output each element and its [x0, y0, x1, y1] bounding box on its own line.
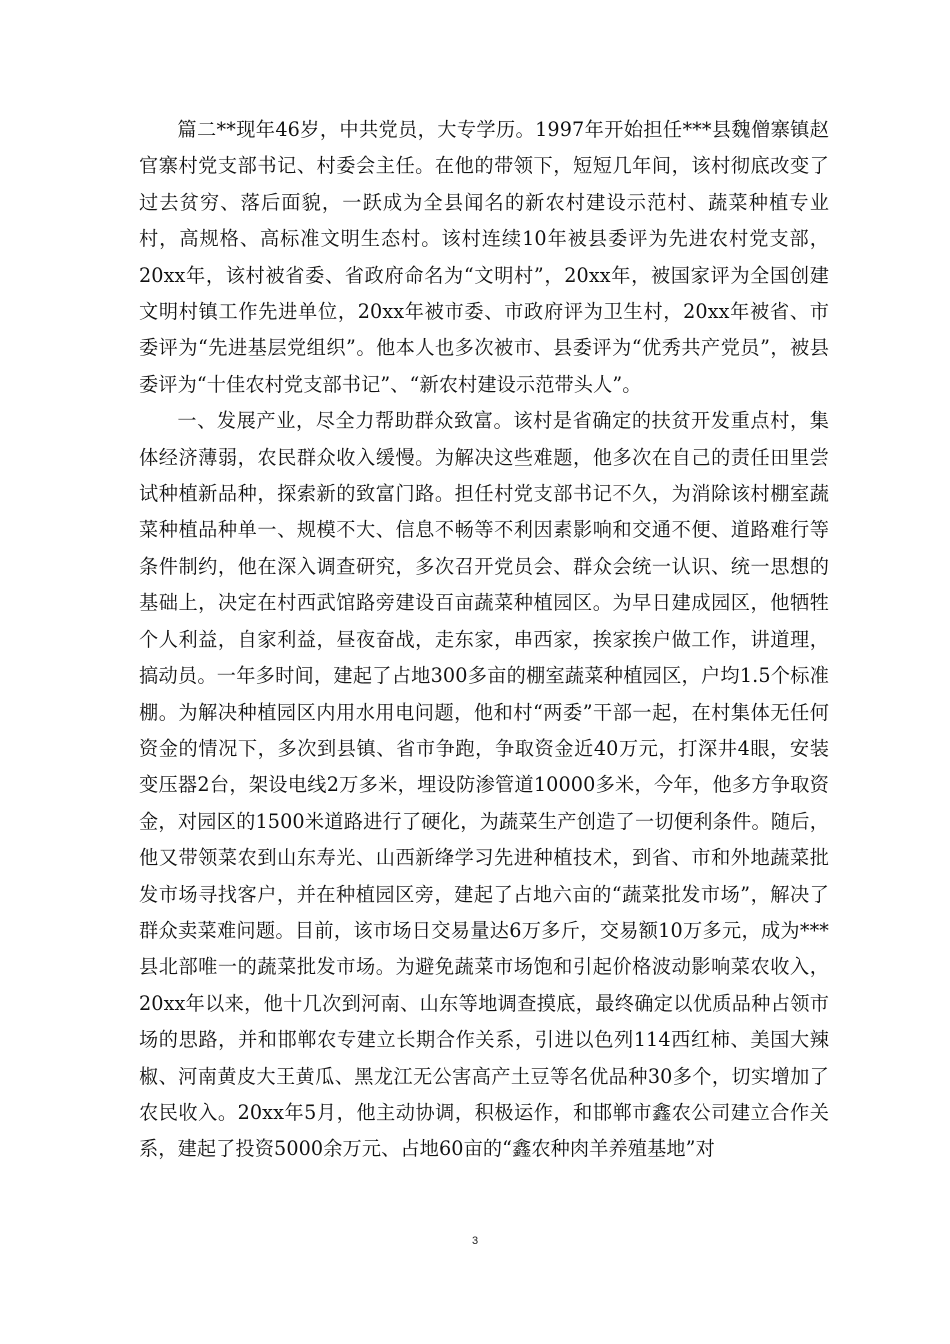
document-body — [139, 112, 829, 1168]
paragraph-industry: 一、发展产业，尽全力帮助群众致富。该村是省确定的扶贫开发重点村，集体经济薄弱，农民群众收入缓慢。为解决这些难题，他多次在自己的责任田里尝试种植新品种，探索新的致富门路。担任村党支部书记不久，为消除该村棚室蔬菜种植品种单一、规模不大、信息不畅等不利因素影响和交通不便、道路难行等条件制约，他在深入调查研究，多次召开党员会、群众会统一认识、统一思想的基础上，决定在村西武馆路旁建设百亩蔬菜种植园区。为早日建成园区，他牺牲个人利益，自家利益，昼夜奋战，走东家，串西家，挨家挨户做工作，讲道理，搞动员。一年多时间，建起了占地300多亩的棚室蔬菜种植园区，户均1.5个标准棚。为解决种植园区内用水用电问题，他和村“两委”干部一起，在村集体无任何资金的情况下，多次到县镇、省市争跑，争取资金近40万元，打深井4眼，安装变压器2台，架设电线2万多米，埋设防渗管道10000多米，今年，他多方争取资金，对园区的1500米道路进行了硬化，为蔬菜生产创造了一切便利条件。随后，他又带领菜农到山东寿光、山西新绛学习先进种植技术，到省、市和外地蔬菜批发市场寻找客户，并在种植园区旁，建起了占地六亩的“蔬菜批发市场”，解决了群众卖菜难问题。目前，该市场日交易量达6万多斤，交易额10万多元，成为***县北部唯一的蔬菜批发市场。为避免蔬菜市场饱和引起价格波动影响菜农收入，20xx年以来，他十几次到河南、山东等地调查摸底，最终确定以优质品种占领市场的思路，并和邯郸农专建立长期合作关系，引进以色列114西红柿、美国大辣椒、河南黄皮大王黄瓜、黑龙江无公害高产土豆等名优品种30多个，切实增加了农民收入。20xx年5月，他主动协调，积极运作，和邯郸市鑫农公司建立合作关系，建起了投资5000余万元、占地60亩的“鑫农种肉羊养殖基地”对 — [139, 409, 829, 1161]
page-number: 3 — [471, 1235, 479, 1247]
paragraph-intro: 篇二**现年46岁，中共党员，大专学历。1997年开始担任***县魏僧寨镇赵官寨村党支部书记、村委会主任。在他的带领下，短短几年间，该村彻底改变了过去贫穷、落后面貌，一跃成为全县闻名的新农村建设示范村、蔬菜种植专业村，高规格、高标准文明生态村。该村连续10年被县委评为先进农村党支部，20xx年，该村被省委、省政府命名为“文明村”，20xx年，被国家评为全国创建文明村镇工作先进单位，20xx年被市委、市政府评为卫生村，20xx年被省、市委评为“先进基层党组织”。他本人也多次被市、县委评为“优秀共产党员”，被县委评为“十佳农村党支部书记”、“新农村建设示范带头人”。 — [139, 118, 829, 396]
